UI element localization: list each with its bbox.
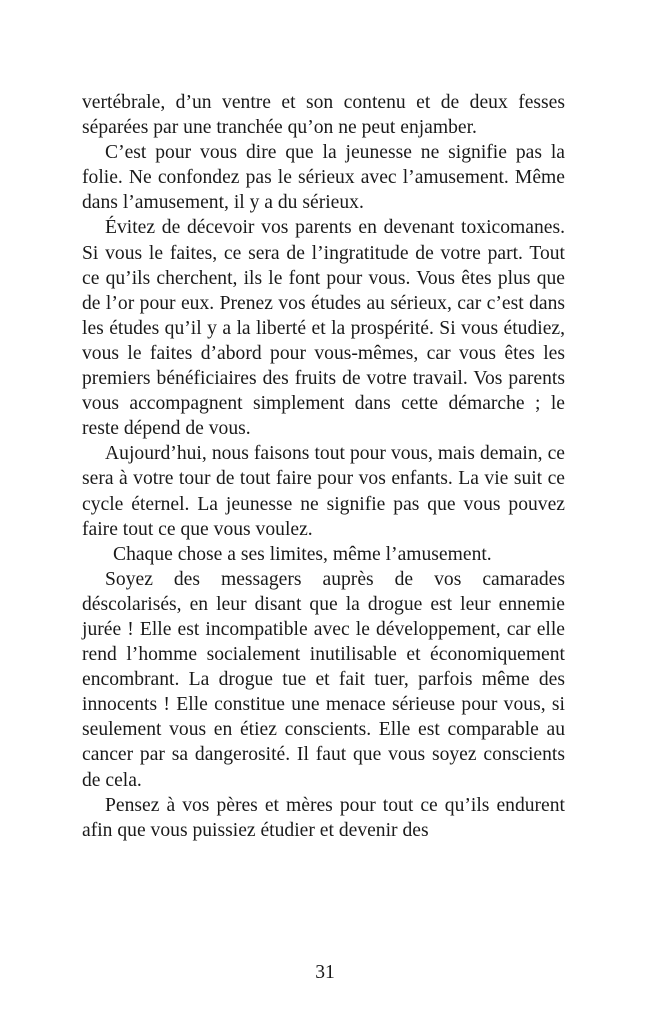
paragraph: Évitez de décevoir vos parents en devenant toxicomanes. Si vous le faites, ce sera de l’ingratitude de votre part. Tout ce qu’ils cherchent, ils le font pour vous. Vous êtes plus que de l’or pour eux. Prenez vos études au sérieux, car c’est dans les études qu’il y a la liberté et la prospérité. Si vous étudiez, vous le faites d’abord pour vous-mêmes, car vous êtes les premiers bénéficiaires des fruits de votre travail. Vos parents vous accompagnent simplement dans cette démarche ; le reste dépend de vous. <box>82 217 565 440</box>
paragraph: Soyez des messagers auprès de vos camarades déscolarisés, en leur disant que la drogue est leur ennemie jurée ! Elle est incompatible avec le développement, car elle rend l’homme socialement inutilisable et économiquement encombrant. La drogue tue et fait tuer, parfois même des innocents ! Elle constitue une menace sérieuse pour vous, si seulement vous en étiez conscients. Elle est comparable au cancer par sa dangerosité. Il faut que vous soyez conscients de cela. <box>82 568 565 791</box>
paragraph: vertébrale, d’un ventre et son contenu et de deux fesses séparées par une tranchée qu’on ne peut enjamber. <box>82 92 565 139</box>
paragraph: Chaque chose a ses limites, même l’amusement. <box>113 543 492 565</box>
paragraph: C’est pour vous dire que la jeunesse ne signifie pas la folie. Ne confondez pas le sérieux avec l’amusement. Même dans l’amusement, il y a du sérieux. <box>82 142 565 214</box>
body-text <box>82 90 565 843</box>
paragraph: Aujourd’hui, nous faisons tout pour vous, mais demain, ce sera à votre tour de tout faire pour vos enfants. La vie suit ce cycle éternel. La jeunesse ne signifie pas que vous pouvez faire tout ce que vous voulez. <box>82 443 565 540</box>
page-number: 31 <box>315 962 335 983</box>
paragraph: Pensez à vos pères et mères pour tout ce qu’ils endurent afin que vous puissiez étudier et devenir des <box>82 794 565 841</box>
